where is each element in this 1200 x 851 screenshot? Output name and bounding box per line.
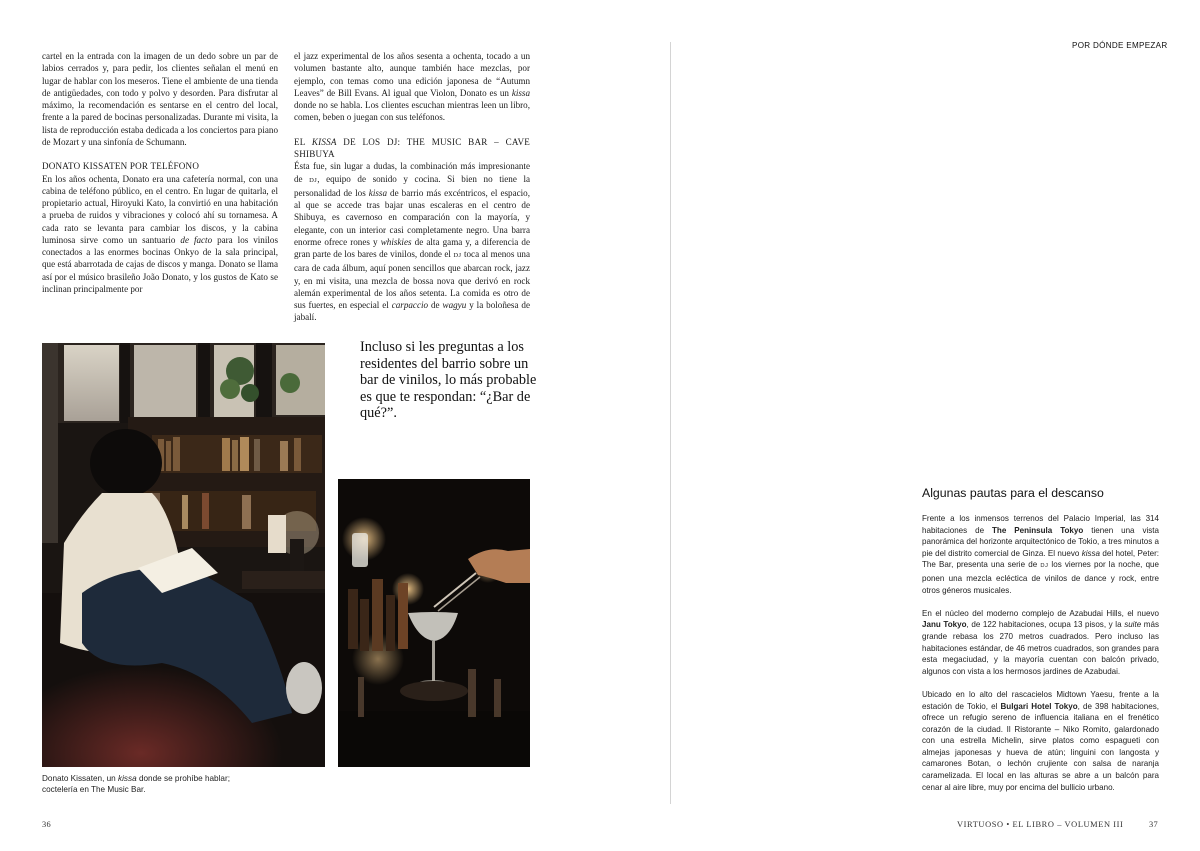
sidebar-title: Algunas pautas para el descanso (922, 486, 1104, 500)
text-run: de alta gama y, a diferencia de gran parte de los bares de vinilos, donde el (294, 236, 530, 259)
text-run: , de 122 habitaciones, ocupa 13 pisos, y la (966, 620, 1125, 630)
text-run: de facto (180, 234, 213, 245)
paragraph (922, 513, 1159, 596)
heading-part: DE LOS DJ: THE MUSIC BAR – CAVE SHIBUYA (294, 136, 530, 159)
text-run: wagyu (442, 300, 467, 310)
text-run: Janu Tokyo (922, 620, 967, 630)
text-run: más grande rebasa los 270 metros cuadrados. Pero incluso las habitaciones estándar, de 46 metros cuadrados, son grandes para esta megaciudad, y la mayoría cuentan con balcón privado, algunos con vista a los hermosos jardines de Azabudai. (922, 620, 1159, 676)
text-run: kissa (511, 87, 530, 98)
caption-part: kissa (118, 774, 137, 783)
section-heading (294, 136, 530, 161)
text-run: , equipo de sonido y cocina. Si bien no tiene la personalidad de los (294, 173, 531, 198)
text-run: Bulgari Hotel Tokyo (1000, 701, 1078, 711)
text-run: En los años ochenta, Donato era una cafetería normal, con una cabina de teléfono público, en el centro. En lugar de quitarla, el propietario actual, Hiroyuki Kato, la convirtió en una habitación a prueba de ruidos y vibraciones y colocó ahí su tornamesa. A cada rato se levanta para cambiar los discos, y la cabina luminosa sirve como un santuario (42, 173, 278, 245)
running-footer: VIRTUOSO • EL LIBRO – VOLUMEN III (957, 820, 1124, 829)
caption-line: coctelería en The Music Bar. (42, 785, 146, 794)
text-run: whiskies (380, 236, 412, 247)
text-run: DJ (453, 252, 462, 259)
page-number: 36 (42, 820, 51, 829)
text-run: del hotel, Peter: The Bar, presenta una serie de (922, 548, 1159, 570)
caption-part: donde se prohíbe hablar; (136, 774, 230, 783)
paragraph (294, 160, 530, 323)
text-run: cartel en la entrada con la imagen de un dedo sobre un par de labios cerrados y, para pedir, los clientes señalan el menú en lugar de hablar con los meseros. Tiene el ambiente de una tienda de antigüedades, con todo y polvo y desorden. Para disfrutar al máximo, la recomendación es sentarse en el centro del local, frente a la pared de bocinas personalizadas. Durante mi visita, la lista de reproducción estaba dedicada a los conciertos para piano de Mozart y una sinfonía de Schumann. (42, 51, 278, 147)
text-run: kissa (1081, 548, 1101, 558)
caption-part: Donato Kissaten, un (42, 774, 119, 783)
section-kicker: POR DÓNDE EMPEZAR (1072, 41, 1168, 50)
text-run: En el núcleo del moderno complejo de Azabudai Hills, el nuevo (922, 608, 1159, 618)
photo-cocktail-bar (338, 479, 530, 767)
text-run: de (428, 300, 443, 310)
text-run: Ubicado en lo alto del rascacielos Midtown Yaesu, frente a la estación de Tokio, el (922, 689, 1159, 711)
pull-quote: Incluso si les preguntas a los residentes del barrio sobre un bar de vinilos, lo más probable es que te respondan: “¿Bar de qué?”. (360, 339, 537, 421)
text-run: tienen una vista panorámica del horizonte arquitectónico de Tokio, a tres minutos a pie del distrito comercial de Ginza. El nuevo (922, 525, 1160, 558)
text-run: toca al menos una cara de cada álbum, aquí ponen sencillos que abarcan rock, jazz y, en mi visita, una mezcla de bossa nova que derivó en rock alemán experimental de los años setenta. La comida es otro de sus fuertes, en especial el (294, 249, 530, 310)
photo-caption (42, 773, 282, 795)
text-run: y la boloñesa de jabalí. (294, 300, 530, 323)
page-number: 37 (1149, 820, 1158, 829)
text-column-2 (294, 50, 530, 336)
heading-part: KISSA (311, 136, 337, 147)
text-run: para los vinilos conectados a las enormes bocinas Onkyo de la sala principal, que está abarrotada de cajas de discos y manga. Donato se llama así por el músico brasileño João Donato, y los gustos de Kato se inclinan principalmente por (42, 234, 278, 294)
text-run: DJ (1040, 563, 1049, 570)
text-column-1 (42, 50, 278, 307)
text-run: The Peninsula Tokyo (992, 525, 1084, 535)
text-run: Frente a los inmensos terrenos del Palacio Imperial, las 314 habitaciones de (922, 514, 1159, 535)
paragraph (922, 608, 1159, 678)
text-run: los viernes por la noche, que ponen una mezcla ecléctica de vinilos de dance y rock, entre otros géneros musicales. (922, 560, 1160, 595)
section-heading: DONATO KISSATEN POR TELÉFONO (42, 161, 200, 172)
heading-part: EL (294, 136, 312, 147)
photo-woman-reading (42, 343, 325, 767)
text-run: carpaccio (391, 300, 429, 310)
gutter-divider (670, 42, 671, 804)
text-run: Ésta fue, sin lugar a dudas, la combinación más impresionante de (294, 161, 530, 184)
text-run: suite (1124, 620, 1142, 630)
paragraph (42, 173, 278, 296)
text-run: el jazz experimental de los años sesenta a ochenta, tocado a un volumen bastante alto, aunque también hace mezclas, por ejemplo, con temas como una edición japonesa de “Autumn Leaves” de Bill Evans. Al igual que Violon, Donato es un (294, 51, 530, 98)
paragraph (294, 50, 530, 124)
caption-line (42, 773, 282, 784)
text-run: de barrio más excéntricos, el espacio, al que se accede tras bajar unas escaleras en el centro de Shibuya, es cavernoso en comparación con la mayoría, y elegante, con un interior casi completamente negro. Una barra enorme ofrece rones y (294, 187, 530, 247)
paragraph (922, 689, 1159, 793)
text-run: , de 398 habitaciones, ofrece un refugio sereno de influencia italiana en el frenético corazón de la ciudad. Il Ristorante – Niko Romito, galardonado con una estrella Michelin, sirve platos como espagueti con almejas japonesas y hueva de atún; linguini con langosta y camarones Botan, o lechón crujiente con salsa de naranja caramelizada. El local en las alturas se abre a un balcón para cenar al aire libre, muy por encima del bullicio urbano. (922, 701, 1159, 792)
text-run: DJ (309, 176, 318, 184)
paragraph (42, 50, 278, 148)
text-run: kissa (368, 187, 387, 198)
sidebar-box (922, 486, 1159, 805)
text-run: donde no se habla. Los clientes escuchan mientras leen un libro, comen, beben o juegan con sus teléfonos. (294, 100, 530, 123)
